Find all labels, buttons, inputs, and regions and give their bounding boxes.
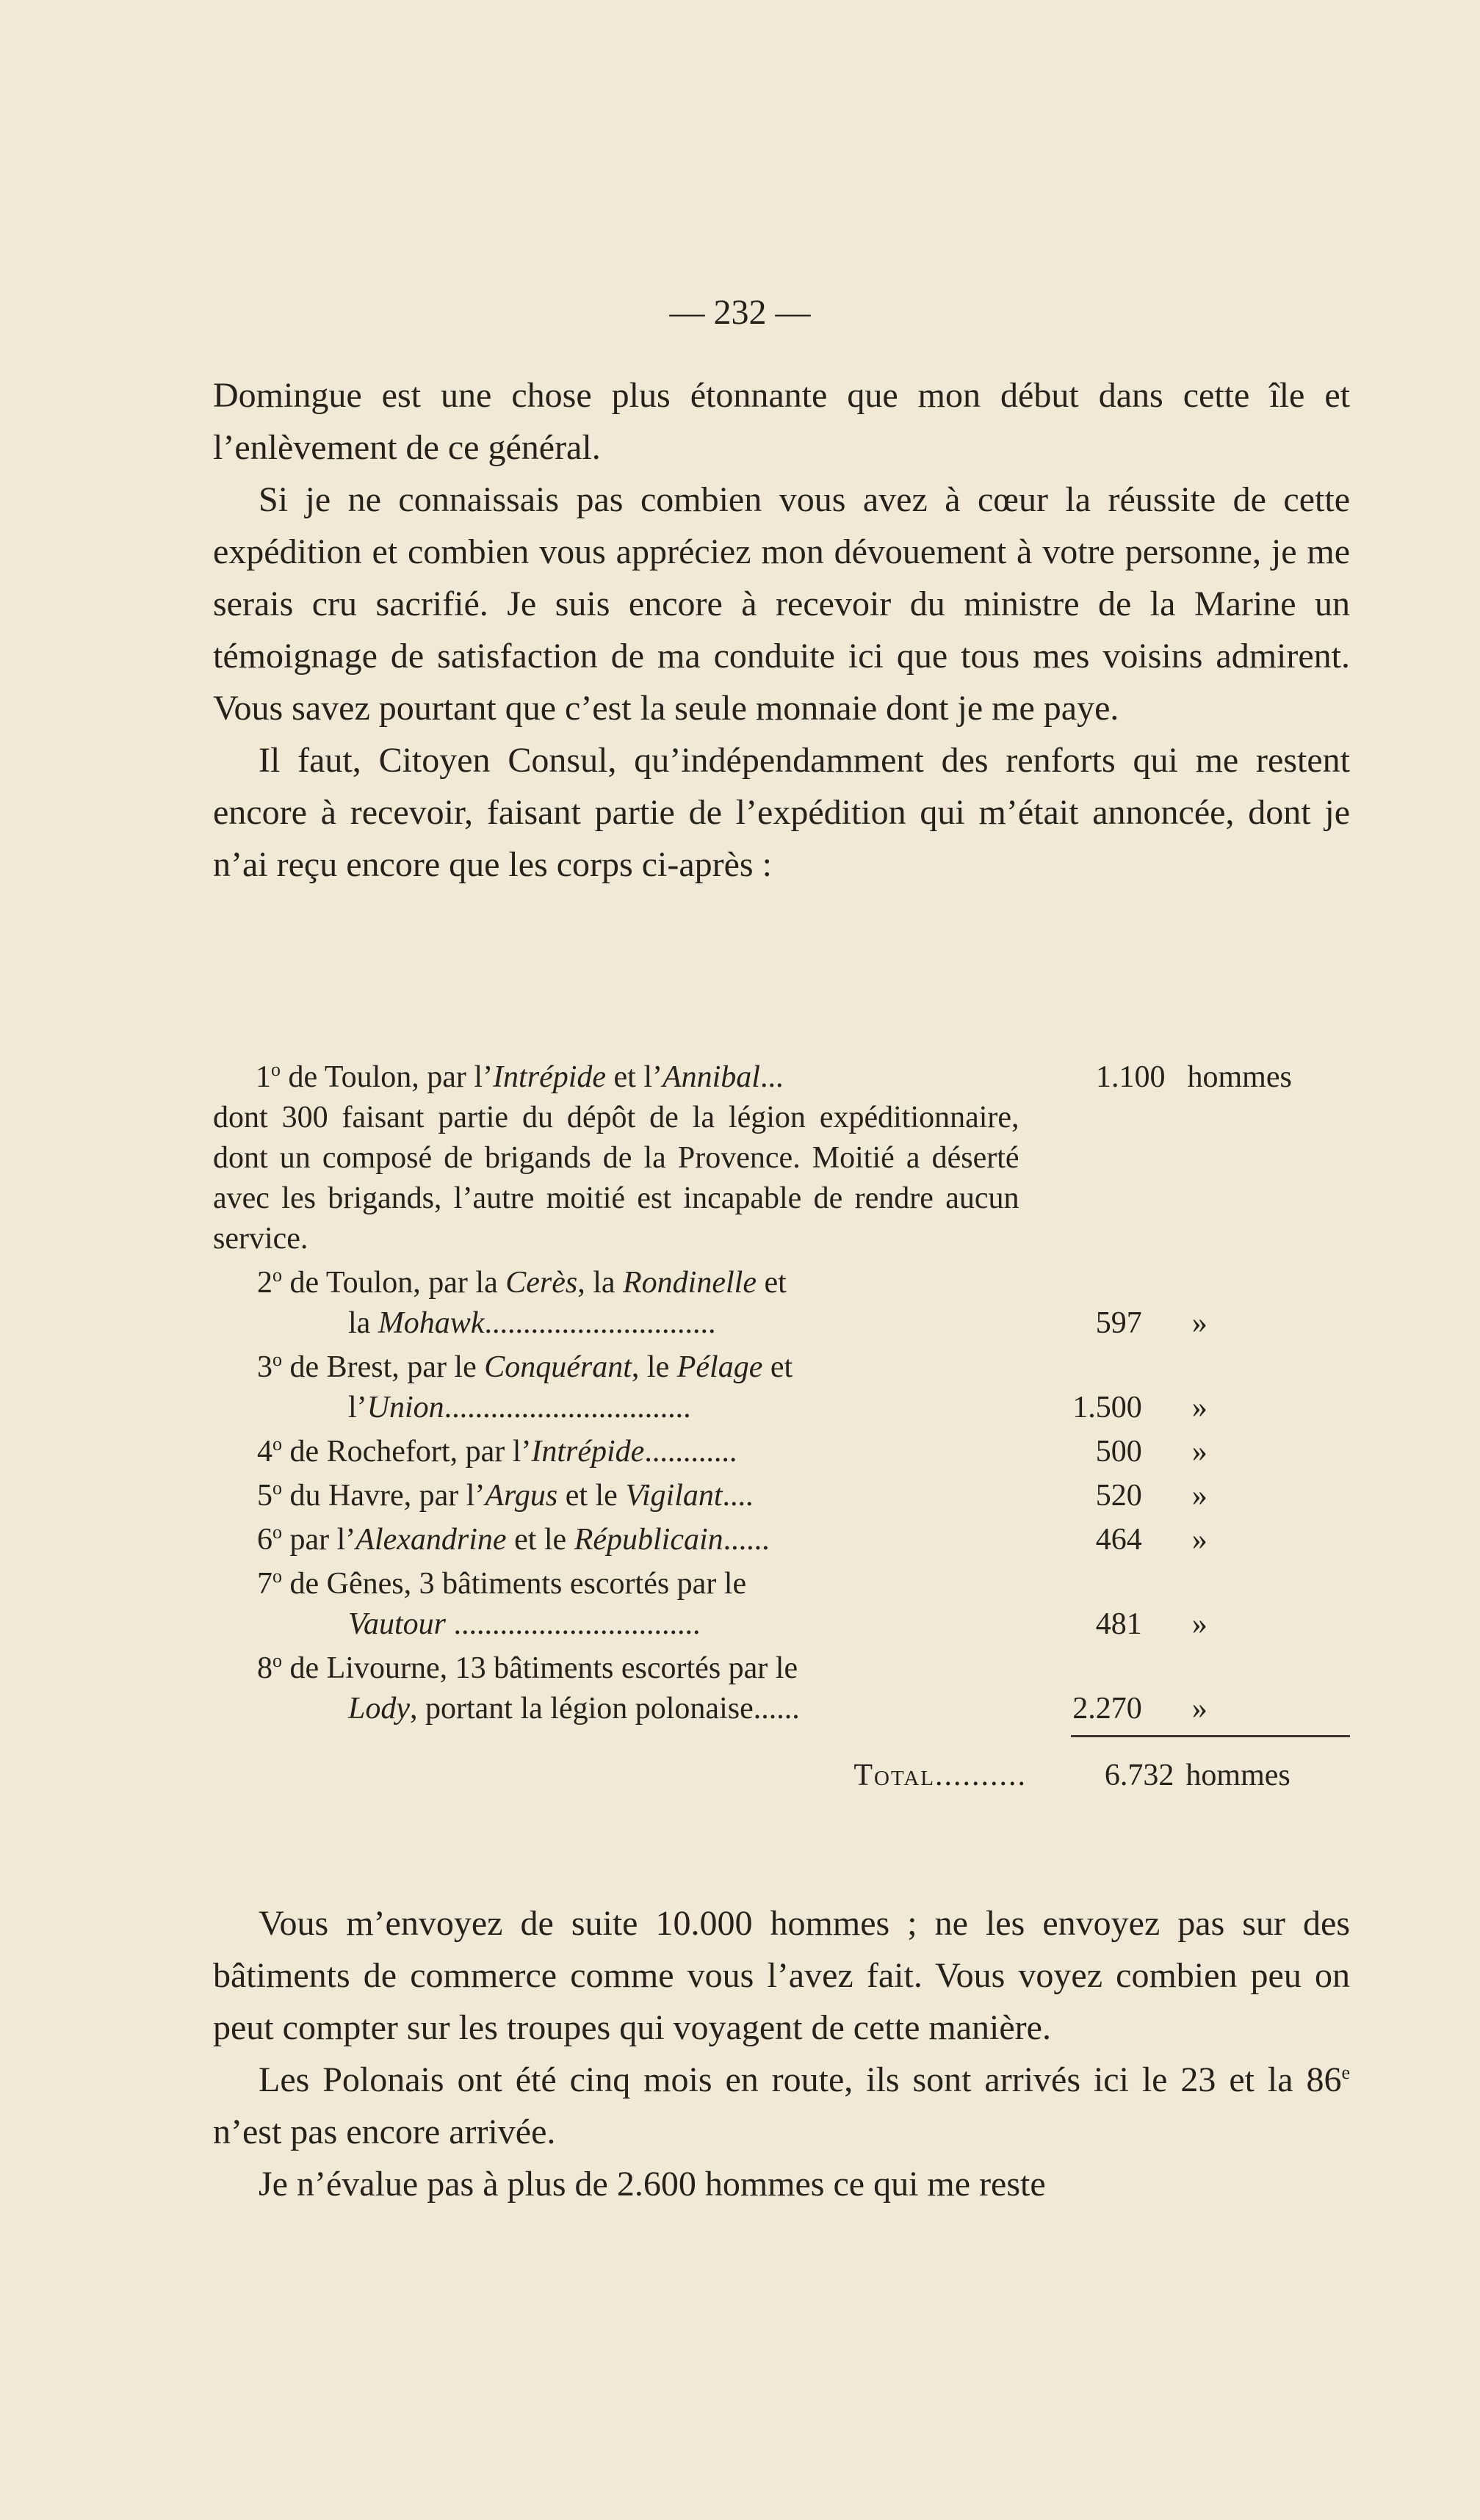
total-row	[213, 1756, 1350, 1796]
ship-name: Cerès	[505, 1266, 578, 1300]
list-item-label: 6$^o$ par l’Alexandrine et le Républicain......	[257, 1521, 770, 1557]
bottom-text-block	[213, 1897, 1350, 2210]
list-item-label: 2$^o$ de Toulon, par la Cerès, la Rondinelle et la Mohawk..............................	[257, 1264, 787, 1340]
list-item-count: 464	[1095, 1523, 1142, 1557]
list-item	[213, 1347, 1350, 1428]
paragraph: Si je ne connaissais pas combien vous avez à cœur la réussite de cette expédition et combien vous appréciez mon dévouement à votre personne, je me serais cru sacrifié. Je suis encore à recevoir du ministre de la Marine un témoignage de satisfaction de ma conduite ici que tous mes voisins admirent. Vous savez pourtant que c’est la seule monnaie dont je me paye.	[213, 480, 1350, 728]
ship-name: Pélage	[676, 1350, 763, 1384]
total-count: 6.732	[1104, 1759, 1174, 1792]
list-item-unit: »	[1191, 1479, 1208, 1513]
paragraph: Vous m’envoyez de suite 10.000 hommes ; ne les envoyez pas sur des bâtiments de commerce comme vous l’avez fait. Vous voyez combien peu on peut compter sur les troupes qui voyagent de cette manière.	[213, 1904, 1350, 2047]
list-item	[213, 1263, 1350, 1344]
list-item	[213, 1564, 1350, 1645]
ship-name: Argus	[485, 1479, 558, 1513]
ship-name: Intrépide	[531, 1435, 645, 1469]
list-item	[213, 1648, 1350, 1729]
total-unit: hommes	[1185, 1759, 1291, 1792]
ship-name: Mohawk	[378, 1306, 485, 1340]
list-item-count: 1.100	[1096, 1060, 1166, 1094]
ship-name: Annibal	[662, 1060, 760, 1094]
list-item-count: 481	[1095, 1607, 1142, 1641]
list-item-count: 2.270	[1072, 1692, 1142, 1726]
list-item-unit: »	[1191, 1391, 1208, 1424]
list-item-label: 8$^o$ de Livourne, 13 bâtiments escortés par le Lody, portant la légion polonaise......	[257, 1650, 800, 1726]
ship-name: Conquérant	[484, 1350, 632, 1384]
page-number: — 232 —	[669, 293, 811, 332]
list-item	[213, 1432, 1350, 1472]
list-item-count: 500	[1095, 1435, 1142, 1469]
list-item-label: 5$^o$ du Havre, par l’Argus et le Vigilant....	[257, 1477, 754, 1513]
top-text-block	[213, 369, 1350, 891]
list-item-unit: »	[1191, 1692, 1208, 1726]
list-item-count: 597	[1095, 1306, 1142, 1340]
ship-name: Lody	[348, 1692, 410, 1726]
list-item-unit: »	[1191, 1435, 1208, 1469]
list-item-count: 520	[1095, 1479, 1142, 1513]
list-item-unit: hommes	[1187, 1060, 1292, 1094]
troop-list	[213, 1057, 1350, 1796]
list-item-count: 1.500	[1072, 1391, 1142, 1424]
list-item-label: 4$^o$ de Rochefort, par l’Intrépide............	[257, 1433, 737, 1469]
ship-name: Rondinelle	[623, 1266, 757, 1300]
list-item-unit: »	[1191, 1306, 1208, 1340]
paragraph: Je n’évalue pas à plus de 2.600 hommes ce qui me reste	[259, 2165, 1046, 2204]
list-item-unit: »	[1191, 1607, 1208, 1641]
ship-name: Alexandrine	[355, 1523, 507, 1557]
list-item	[213, 1057, 1350, 1259]
ship-name: Vigilant	[625, 1479, 723, 1513]
paragraph: Les Polonais ont été cinq mois en route, ils sont arrivés ici le 23 et la 86e n’est pas encore arrivée.	[213, 2060, 1350, 2151]
list-item-label: 7$^o$ de Gênes, 3 bâtiments escortés par le Vautour ................................	[257, 1565, 747, 1641]
list-item	[213, 1476, 1350, 1516]
ship-name: Vautour	[348, 1607, 447, 1641]
list-item-unit: »	[1191, 1523, 1208, 1557]
list-item-detail: dont 300 faisant partie du dépôt de la légion expéditionnaire, dont un composé de brigands de la Provence. Moitié a déserté avec les brigands, l’autre moitié est incapable de rendre aucun service.	[213, 1101, 1019, 1256]
ship-name: Républicain	[574, 1523, 723, 1557]
list-item	[213, 1520, 1350, 1560]
list-item-label: 3$^o$ de Brest, par le Conquérant, le Pélage et l’Union................................	[257, 1349, 793, 1424]
ship-name: Intrépide	[493, 1060, 607, 1094]
paragraph: Domingue est une chose plus étonnante que mon début dans cette île et l’enlèvement de ce général.	[213, 376, 1350, 467]
paragraph: Il faut, Citoyen Consul, qu’indépendamment des renforts qui me restent encore à recevoir, faisant partie de l’expédition qui m’était annoncée, dont je n’ai reçu encore que les corps ci-après :	[213, 741, 1350, 884]
ship-name: Union	[367, 1391, 444, 1424]
total-divider	[1071, 1735, 1350, 1737]
list-item-label: 1$^o$ de Toulon, par l’Intrépide et l’Annibal... dont 300 faisant partie du dépôt de la légion expéditionnaire, dont un composé de brigands de la Provence. Moitié a déserté avec les brigands, l’autre moitié est incapable de rendre aucun service.	[213, 1057, 1019, 1259]
total-label: Total..........	[853, 1759, 1028, 1792]
